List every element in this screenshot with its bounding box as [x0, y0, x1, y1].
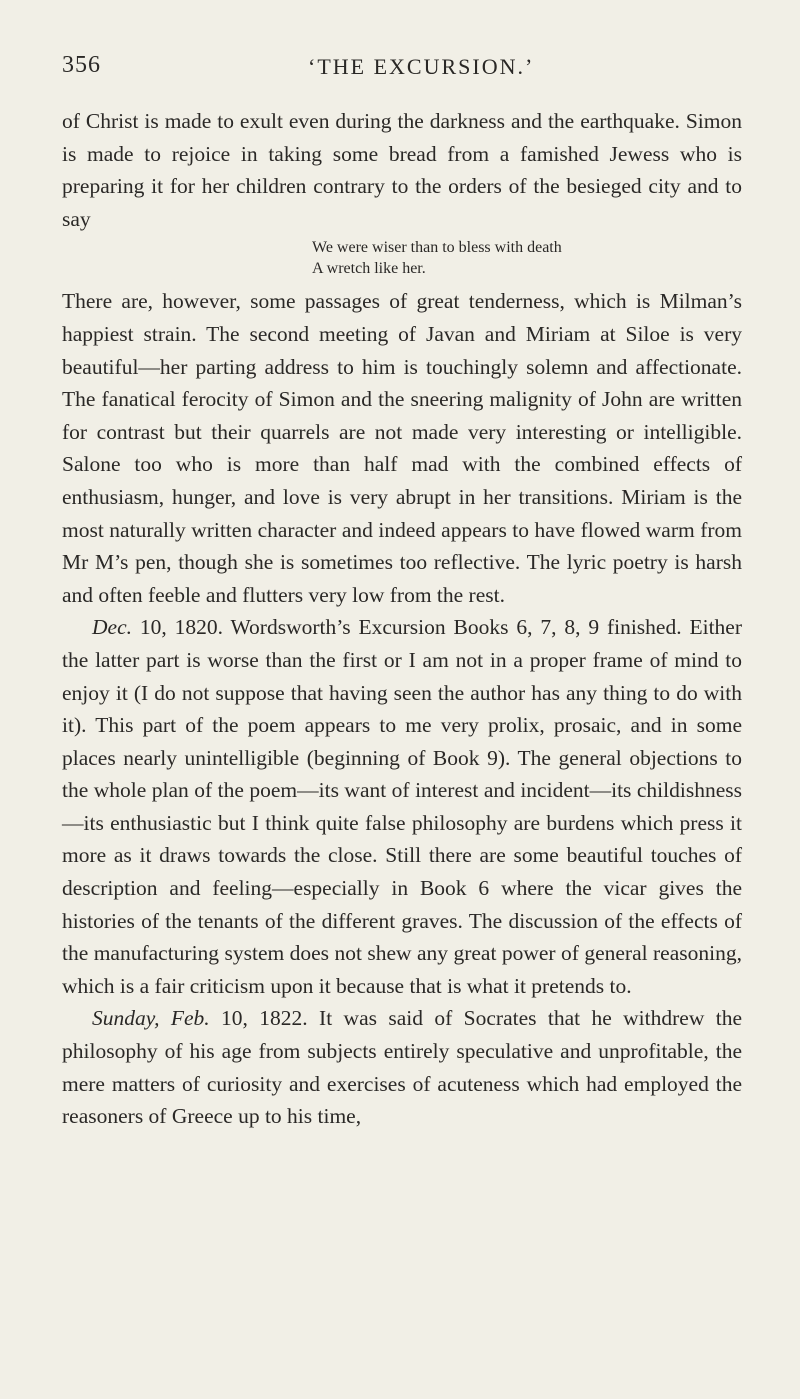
page-header [62, 52, 742, 86]
verse-line-2: A wretch like her. [312, 260, 426, 278]
running-head: ‘THE EXCURSION.’ [308, 54, 535, 79]
verse-line-1: We were wiser than to bless with death [312, 239, 562, 257]
page-number: 356 [62, 52, 101, 78]
entry-date-dec-1820: Dec. [92, 615, 132, 640]
paragraph-1: of Christ is made to exult even during the darkness and the earthquake. Simon is made to rejoice in taking some bread from a famished Jewess who is preparing it for her children contrary to the orders of the besieged city and to say [62, 109, 742, 231]
entry-date-feb-1822: Sunday, Feb. [92, 1006, 210, 1031]
body-text [62, 105, 742, 1133]
paragraph-4 [62, 1002, 742, 1132]
paragraph-2: There are, however, some passages of great tenderness, which is Milman’s happiest strain. The second meeting of Javan and Miriam at Siloe is very beautiful—her parting address to him is touchingly solemn and affectionate. The fanatical ferocity of Simon and the sneering malignity of John are written for contrast but their quarrels are not made very interesting or intelligible. Salone too who is more than half mad with the combined effects of enthusiasm, hunger, and love is very abrupt in her transitions. Miriam is the most naturally written character and indeed appears to have flowed warm from Mr M’s pen, though she is sometimes too reflective. The lyric poetry is harsh and often feeble and flutters very low from the rest. [62, 289, 742, 607]
paragraph-3-text: 10, 1820. Wordsworth’s Excursion Books 6, 7, 8, 9 finished. Either the latter part is worse than the first or I am not in a proper frame of mind to enjoy it (I do not suppose that having seen the author has any thing to do with it). This part of the poem appears to me very prolix, prosaic, and in some places nearly unintelligible (beginning of Book 9). The general objections to the whole plan of the poem—its want of interest and incident—its childishness—its enthusiastic but I think quite false philosophy are burdens which press it more as it draws towards the close. Still there are some beautiful touches of description and feeling—especially in Book 6 where the vicar gives the histories of the tenants of the different graves. The discussion of the effects of the manufacturing system does not shew any great power of general reasoning, which is a fair criticism upon it because that is what it pretends to. [62, 615, 742, 998]
paragraph-4-text: 10, 1822. It was said of Socrates that he withdrew the philosophy of his age from subjects entirely speculative and unprofitable, the mere matters of curiosity and exercises of acuteness which had employed the reasoners of Greece up to his time, [62, 1006, 742, 1129]
paragraph-3 [62, 611, 742, 1002]
verse-quotation [62, 237, 742, 279]
